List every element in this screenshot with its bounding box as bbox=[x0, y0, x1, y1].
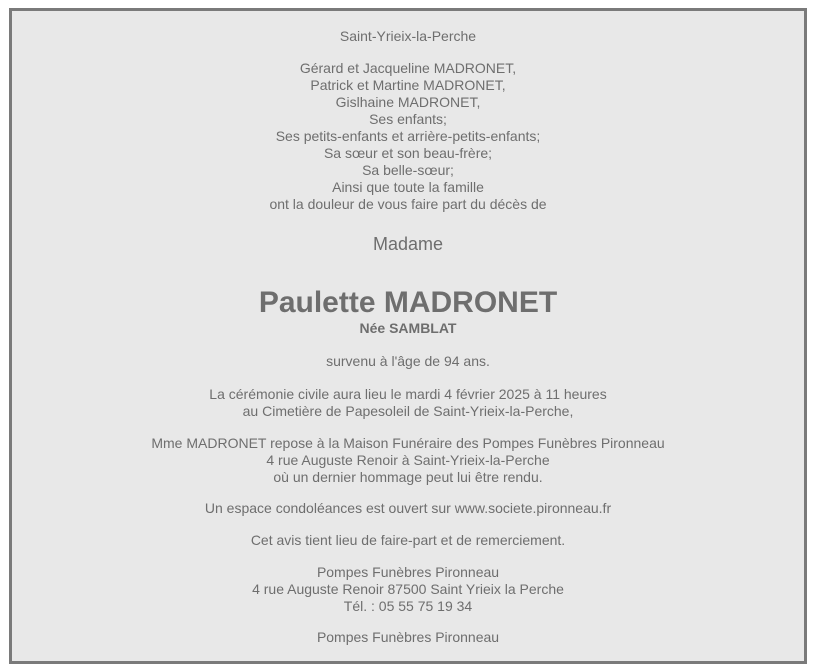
ceremony-block bbox=[12, 386, 804, 420]
rest-block bbox=[12, 435, 804, 486]
title-block bbox=[12, 233, 804, 255]
notice-text: Cet avis tient lieu de faire-part et de remerciement. bbox=[250, 532, 566, 548]
family-line: Sa sœur et son beau-frère; bbox=[323, 145, 493, 161]
condolences-block bbox=[12, 500, 804, 517]
rest-line: où un dernier hommage peut lui être rendu. bbox=[273, 469, 543, 485]
family-line: Gislhaine MADRONET, bbox=[335, 94, 481, 110]
ceremony-line: La cérémonie civile aura lieu le mardi 4 février 2025 à 11 heures bbox=[209, 386, 607, 402]
age-block bbox=[12, 353, 804, 370]
maiden-name: Née SAMBLAT bbox=[359, 320, 457, 336]
family-line: ont la douleur de vous faire part du décès de bbox=[269, 196, 547, 212]
family-line: Ainsi que toute la famille bbox=[332, 179, 484, 195]
deceased-name: Paulette MADRONET bbox=[258, 286, 558, 319]
family-line: Patrick et Martine MADRONET, bbox=[310, 77, 506, 93]
town-line bbox=[12, 28, 804, 45]
family-line: Sa belle-sœur; bbox=[362, 162, 454, 178]
family-line: Ses enfants; bbox=[369, 111, 447, 127]
deceased-title: Madame bbox=[372, 234, 444, 254]
ceremony-line: au Cimetière de Papesoleil de Saint-Yrieix-la-Perche, bbox=[242, 403, 574, 419]
rest-line: 4 rue Auguste Renoir à Saint-Yrieix-la-Perche bbox=[266, 452, 550, 468]
town-text: Saint-Yrieix-la-Perche bbox=[339, 28, 477, 44]
funeral-home-line: Tél. : 05 55 75 19 34 bbox=[343, 598, 473, 614]
family-line: Ses petits-enfants et arrière-petits-enfants; bbox=[275, 128, 541, 144]
funeral-home-line: Pompes Funèbres Pironneau bbox=[316, 564, 500, 580]
footer-text: Pompes Funèbres Pironneau bbox=[316, 629, 500, 645]
age-text: survenu à l'âge de 94 ans. bbox=[326, 353, 490, 369]
funeral-home-line: 4 rue Auguste Renoir 87500 Saint Yrieix la Perche bbox=[252, 581, 564, 597]
name-block bbox=[12, 286, 804, 337]
footer-block bbox=[12, 629, 804, 646]
rest-line: Mme MADRONET repose à la Maison Funéraire des Pompes Funèbres Pironneau bbox=[151, 435, 665, 451]
condolences-text: Un espace condoléances est ouvert sur www.societe.pironneau.fr bbox=[204, 500, 612, 516]
family-block bbox=[12, 60, 804, 213]
obituary-notice bbox=[9, 8, 807, 664]
family-line: Gérard et Jacqueline MADRONET, bbox=[299, 60, 517, 76]
funeral-home-block bbox=[12, 564, 804, 615]
notice-block bbox=[12, 532, 804, 549]
